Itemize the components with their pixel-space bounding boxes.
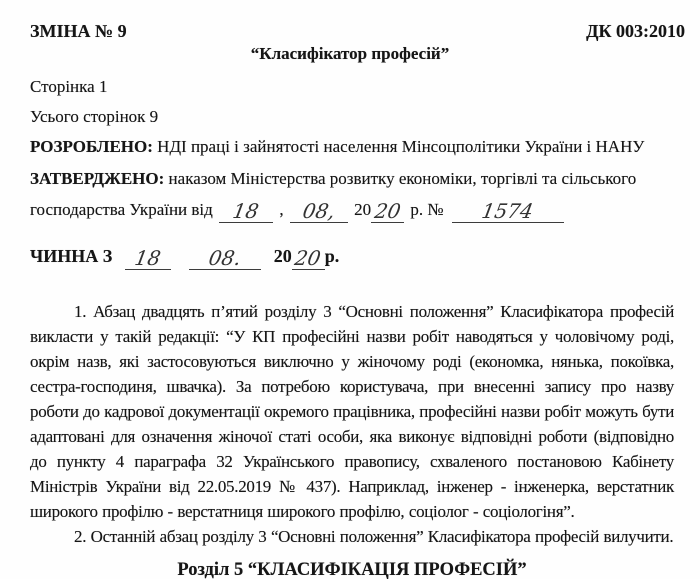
handwritten-order-number: 1574 (480, 199, 536, 223)
section-heading: Розділ 5 “КЛАСИФІКАЦІЯ ПРОФЕСІЙ” (177, 560, 527, 579)
handwritten-effective-month: 08. (207, 246, 244, 270)
handwritten-month: 08, (300, 199, 337, 223)
developed-label: РОЗРОБЛЕНО: (30, 137, 153, 156)
effective-suffix: р. (324, 246, 340, 266)
standard-code-label: ДК 003:2010 (586, 21, 685, 41)
change-number-label: ЗМІНА № 9 (30, 21, 127, 41)
developed-text: НДІ праці і зайнятості населення Мінсоцполітики України і НАНУ (157, 137, 645, 156)
approved-continuation-line (30, 200, 682, 223)
effective-label: ЧИННА З (30, 246, 113, 266)
order-year-print: 20 (354, 200, 372, 219)
approved-text: наказом Міністерства розвитку економіки, торгівлі та сільського (168, 169, 637, 188)
order-month-blank (290, 201, 348, 223)
effective-day-blank (125, 248, 171, 270)
document-body (30, 299, 674, 579)
approved-cont-text: господарства України від (30, 200, 213, 219)
body-paragraph-2: 2. Останній абзац розділу 3 “Основні положення” Класифікатора професій вилучити. (74, 527, 674, 546)
approved-label: ЗАТВЕРДЖЕНО: (30, 169, 165, 188)
document-title: “Класифікатор професій” (250, 44, 450, 63)
order-year-blank (371, 201, 404, 223)
effective-date-line (30, 246, 682, 270)
effective-month-blank (189, 248, 261, 270)
page-number-line: Сторінка 1 (30, 77, 108, 96)
order-day-blank (219, 201, 273, 223)
handwritten-day: 18 (231, 199, 261, 223)
approved-line (30, 169, 682, 189)
effective-year-print: 20 (273, 246, 292, 266)
handwritten-effective-day: 18 (132, 246, 163, 270)
handwritten-effective-year: 20 (293, 246, 324, 270)
order-day-separator: , (279, 200, 284, 219)
body-paragraph-1: 1. Абзац двадцять п’ятий розділу 3 “Основні положення” Класифікатора професій викласти у такій редакції: “У КП професійні назви робіт наводяться у чоловічому роді, окрім назв, які застосовуються виключно у жіночому роді (економка, нянька, покоївка, сестра-господиня, швачка). За потребою користувача, при внесенні запису про назву роботи до кадрової документації окремого працівника, професійні назви робіт можуть бути адаптовані для означення жіночої статі особи, яка виконує відповідні роботи (відповідно до пункту 4 параграфа 32 Українського правопису, схваленого постановою Кабінету Міністрів України від 22.05.2019 № 437). Наприклад, інженер - інженерка, верстатник широкого профілю - верстатниця широкого профілю, соціолог - соціологіня”. (30, 302, 674, 521)
effective-year-blank (292, 248, 325, 270)
developed-line (30, 137, 682, 157)
document-header (30, 21, 685, 42)
order-year-suffix: р. № (410, 200, 444, 219)
handwritten-year: 20 (372, 199, 403, 223)
order-number-blank (452, 201, 564, 223)
total-pages-line: Усього сторінок 9 (30, 107, 159, 126)
